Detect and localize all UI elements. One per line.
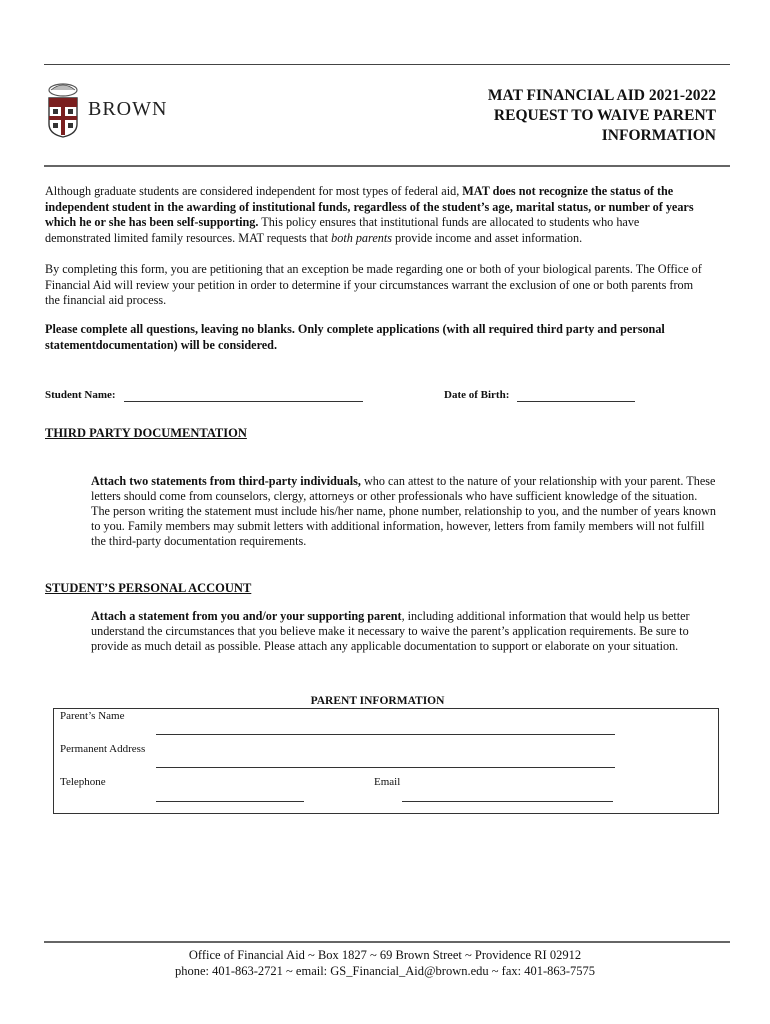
intro-text-italic: both parents: [331, 230, 392, 245]
parent-info-title: PARENT INFORMATION: [310, 695, 445, 707]
parent-name-label: Parent’s Name: [60, 710, 125, 722]
footer-contact: phone: 401-863-2721 ~ email: GS_Financial_Aid@brown.edu ~ fax: 401-863-7575: [174, 964, 596, 978]
third-party-bold: Attach two statements from third-party individuals,: [91, 474, 361, 488]
intro-paragraph-2: By completing this form, you are petitioning that an exception be made regarding one or both of your biological parents. The Office of Financial Aid will review your petition in order to determine if your circumstances warrant the exclusion of one or both parents from the financial aid process.: [45, 262, 702, 307]
title-line-2: REQUEST TO WAIVE PARENT: [493, 107, 716, 124]
third-party-heading: THIRD PARTY DOCUMENTATION: [45, 426, 247, 440]
date-of-birth-field[interactable]: [517, 401, 635, 402]
brown-shield-icon: [46, 80, 80, 138]
date-of-birth-label: Date of Birth:: [444, 389, 510, 401]
footer-rule: [44, 941, 730, 943]
logo-wordmark: BROWN: [88, 97, 168, 120]
instructions-paragraph: [45, 322, 705, 353]
title-line-3: INFORMATION: [601, 127, 716, 144]
brown-logo: [46, 80, 167, 138]
personal-account-paragraph: [91, 609, 716, 654]
student-name-field[interactable]: [124, 401, 363, 402]
permanent-address-field[interactable]: [156, 767, 615, 768]
document-title: [488, 86, 716, 146]
third-party-paragraph: [91, 474, 716, 549]
email-field[interactable]: [402, 801, 613, 802]
intro-text-e: provide income and asset information.: [391, 230, 583, 245]
personal-account-bold: Attach a statement from you and/or your supporting parent: [91, 609, 402, 623]
personal-account-text: , including additional information that would help us better understand the circumstances that you believe make it necessary to waive the parent’s application requirements. Be sure to provide as much detail as possible. Please attach any applicable documentation to support or elaborate on your situation.: [91, 609, 690, 653]
instructions-text: Please complete all questions, leaving no blanks. Only complete applications (with all required third party and personal statementdocumentation) will be considered.: [45, 322, 665, 352]
top-rule: [44, 64, 730, 65]
footer-address: Office of Financial Aid ~ Box 1827 ~ 69 Brown Street ~ Providence RI 02912: [188, 948, 582, 962]
intro-text-bold: MAT does not recognize the status of the independent student in the awarding of institutional funds, regardless of the student’s age, marital status, or number of years which he or she has been self-supporting.: [45, 184, 694, 229]
permanent-address-label: Permanent Address: [60, 743, 146, 755]
third-party-text: who can attest to the nature of your relationship with your parent. These letters should come from counselors, clergy, attorneys or other professionals who have sufficient knowledge of the situation. The person writing the statement must include his/her name, phone number, relationship to you, and the number of years known to you. Family members may submit letters with additional information, however, letters from family members will not fulfill the third-party documentation requirements.: [91, 474, 716, 548]
telephone-field[interactable]: [156, 801, 304, 802]
telephone-label: Telephone: [60, 776, 106, 788]
intro-paragraph-1: [45, 184, 705, 246]
header-rule: [44, 165, 730, 167]
parent-info-box: [53, 708, 719, 814]
intro-text-c: This policy ensures that institutional funds are allocated to students who have demonstrated limited family resources. MAT requests that: [45, 215, 640, 245]
title-line-1: MAT FINANCIAL AID 2021-2022: [487, 87, 716, 104]
intro-text-a: Although graduate students are considered independent for most types of federal aid,: [45, 184, 463, 198]
student-name-label: Student Name:: [45, 389, 116, 401]
email-label: Email: [374, 776, 401, 788]
personal-account-heading: STUDENT’S PERSONAL ACCOUNT: [45, 581, 252, 595]
parent-name-field[interactable]: [156, 734, 615, 735]
